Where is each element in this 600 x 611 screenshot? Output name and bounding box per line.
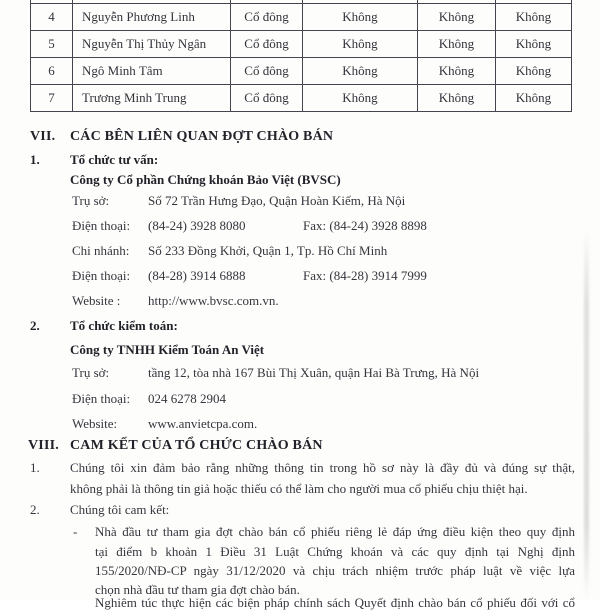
table-cell: Không	[496, 4, 572, 31]
advisor-website-label: Website :	[72, 293, 121, 308]
advisor-hq-value: Số 72 Trần Hưng Đạo, Quận Hoàn Kiếm, Hà Nội	[148, 193, 406, 208]
bullet1-line4: chọn nhà đầu tư tham gia đợt chào bán.	[95, 582, 300, 597]
advisor-fax2-value: Fax: (84-28) 3914 7999	[303, 268, 427, 283]
table-cell: Không	[303, 31, 418, 58]
table-cell: Không	[303, 58, 418, 85]
bullet1-line3: 155/2020/NĐ-CP ngày 31/12/2020 và chịu trách nhiệm trước pháp luật về việc lựa	[95, 563, 575, 578]
commitment1-line2: không phải là thông tin giả hoặc thiếu có thể làm cho người mua cổ phiếu chịu thiệt hại.	[70, 481, 528, 496]
auditor-hq-value: tầng 12, tòa nhà 167 Bùi Thị Xuân, quận Hai Bà Trưng, Hà Nội	[148, 365, 480, 380]
table-cell: Không	[303, 4, 418, 31]
table-cell-no: 5	[31, 31, 73, 58]
table-cell-no: 6	[31, 58, 73, 85]
auditor-heading: Tổ chức kiểm toán:	[70, 318, 178, 333]
auditor-phone-value: 024 6278 2904	[148, 391, 226, 406]
bullet-dash: -	[73, 524, 78, 539]
table-cell-role: Cổ đông	[231, 4, 303, 31]
table-cell: Không	[418, 31, 496, 58]
auditor-item-number: 2.	[30, 318, 40, 333]
scan-artifact	[584, 230, 589, 600]
table-cell: Không	[496, 31, 572, 58]
advisor-branch-label: Chi nhánh:	[72, 243, 130, 258]
section7-title: CÁC BÊN LIÊN QUAN ĐỢT CHÀO BÁN	[70, 129, 334, 144]
advisor-phone2-label: Điện thoại:	[72, 268, 131, 283]
table-cell: Không	[418, 85, 496, 112]
table-row	[31, 4, 572, 31]
section8-number: VIII.	[28, 438, 59, 453]
section8-title: CAM KẾT CỦA TỔ CHỨC CHÀO BÁN	[70, 438, 323, 453]
table-cell-no: 7	[31, 85, 73, 112]
advisor-branch-value: Số 233 Đồng Khởi, Quận 1, Tp. Hồ Chí Minh	[148, 243, 388, 258]
table-cell: Không	[418, 58, 496, 85]
commitment2-text: Chúng tôi cam kết:	[70, 502, 170, 517]
auditor-website-label: Website:	[72, 416, 118, 431]
advisor-phone-value: (84-24) 3928 8080	[148, 218, 246, 233]
clipped-bottom-line: Nghiêm túc thực hiện các biện pháp chính sách Quyết định chào bán cổ phiếu đối với cổ	[95, 595, 575, 610]
table-row	[31, 85, 572, 112]
shareholders-table	[30, 0, 573, 108]
table-cell-name: Trương Minh Trung	[73, 85, 231, 112]
table-cell: Không	[496, 85, 572, 112]
advisor-phone-label: Điện thoại:	[72, 218, 131, 233]
table-cell-no: 4	[31, 4, 73, 31]
table-cell-role: Cổ đông	[231, 31, 303, 58]
auditor-company-name: Công ty TNHH Kiểm Toán An Việt	[70, 342, 265, 357]
table-cell-name: Nguyễn Phương Linh	[73, 4, 231, 31]
advisor-phone2-value: (84-28) 3914 6888	[148, 268, 246, 283]
table-cell-name: Nguyễn Thị Thủy Ngân	[73, 31, 231, 58]
advisor-company-name: Công ty Cổ phần Chứng khoán Bảo Việt (BVSC)	[70, 172, 341, 187]
table-cell-name: Ngô Minh Tâm	[73, 58, 231, 85]
auditor-phone-label: Điện thoại:	[72, 391, 131, 406]
section7-number: VII.	[30, 129, 56, 144]
commitment1-line1: Chúng tôi xin đảm bảo rằng những thông tin trong hồ sơ này là đầy đủ và đúng sự thật,	[70, 460, 575, 475]
table-row	[31, 58, 572, 85]
table-cell: Không	[418, 4, 496, 31]
bullet1-line2: tại điểm b khoản 1 Điều 31 Luật Chứng khoán và các quy định tại Nghị định	[95, 544, 575, 559]
bullet1-line1: Nhà đầu tư tham gia đợt chào bán cổ phiếu riêng lẻ đáp ứng điều kiện theo quy định	[95, 524, 575, 539]
table-row	[31, 31, 572, 58]
advisor-fax-value: Fax: (84-24) 3928 8898	[303, 218, 427, 233]
table-cell-role: Cổ đông	[231, 58, 303, 85]
table-cell-role: Cổ đông	[231, 85, 303, 112]
advisor-website-value: http://www.bvsc.com.vn.	[148, 293, 279, 308]
advisor-item-number: 1.	[30, 152, 40, 167]
table-cell: Không	[496, 58, 572, 85]
commitment2-number: 2.	[30, 502, 40, 517]
commitment1-number: 1.	[30, 460, 40, 475]
auditor-website-value: www.anvietcpa.com.	[148, 416, 258, 431]
table-grid	[30, 0, 572, 112]
auditor-hq-label: Trụ sở:	[72, 365, 110, 380]
advisor-hq-label: Trụ sở:	[72, 193, 110, 208]
table-cell: Không	[303, 85, 418, 112]
advisor-heading: Tổ chức tư vấn:	[70, 152, 159, 167]
